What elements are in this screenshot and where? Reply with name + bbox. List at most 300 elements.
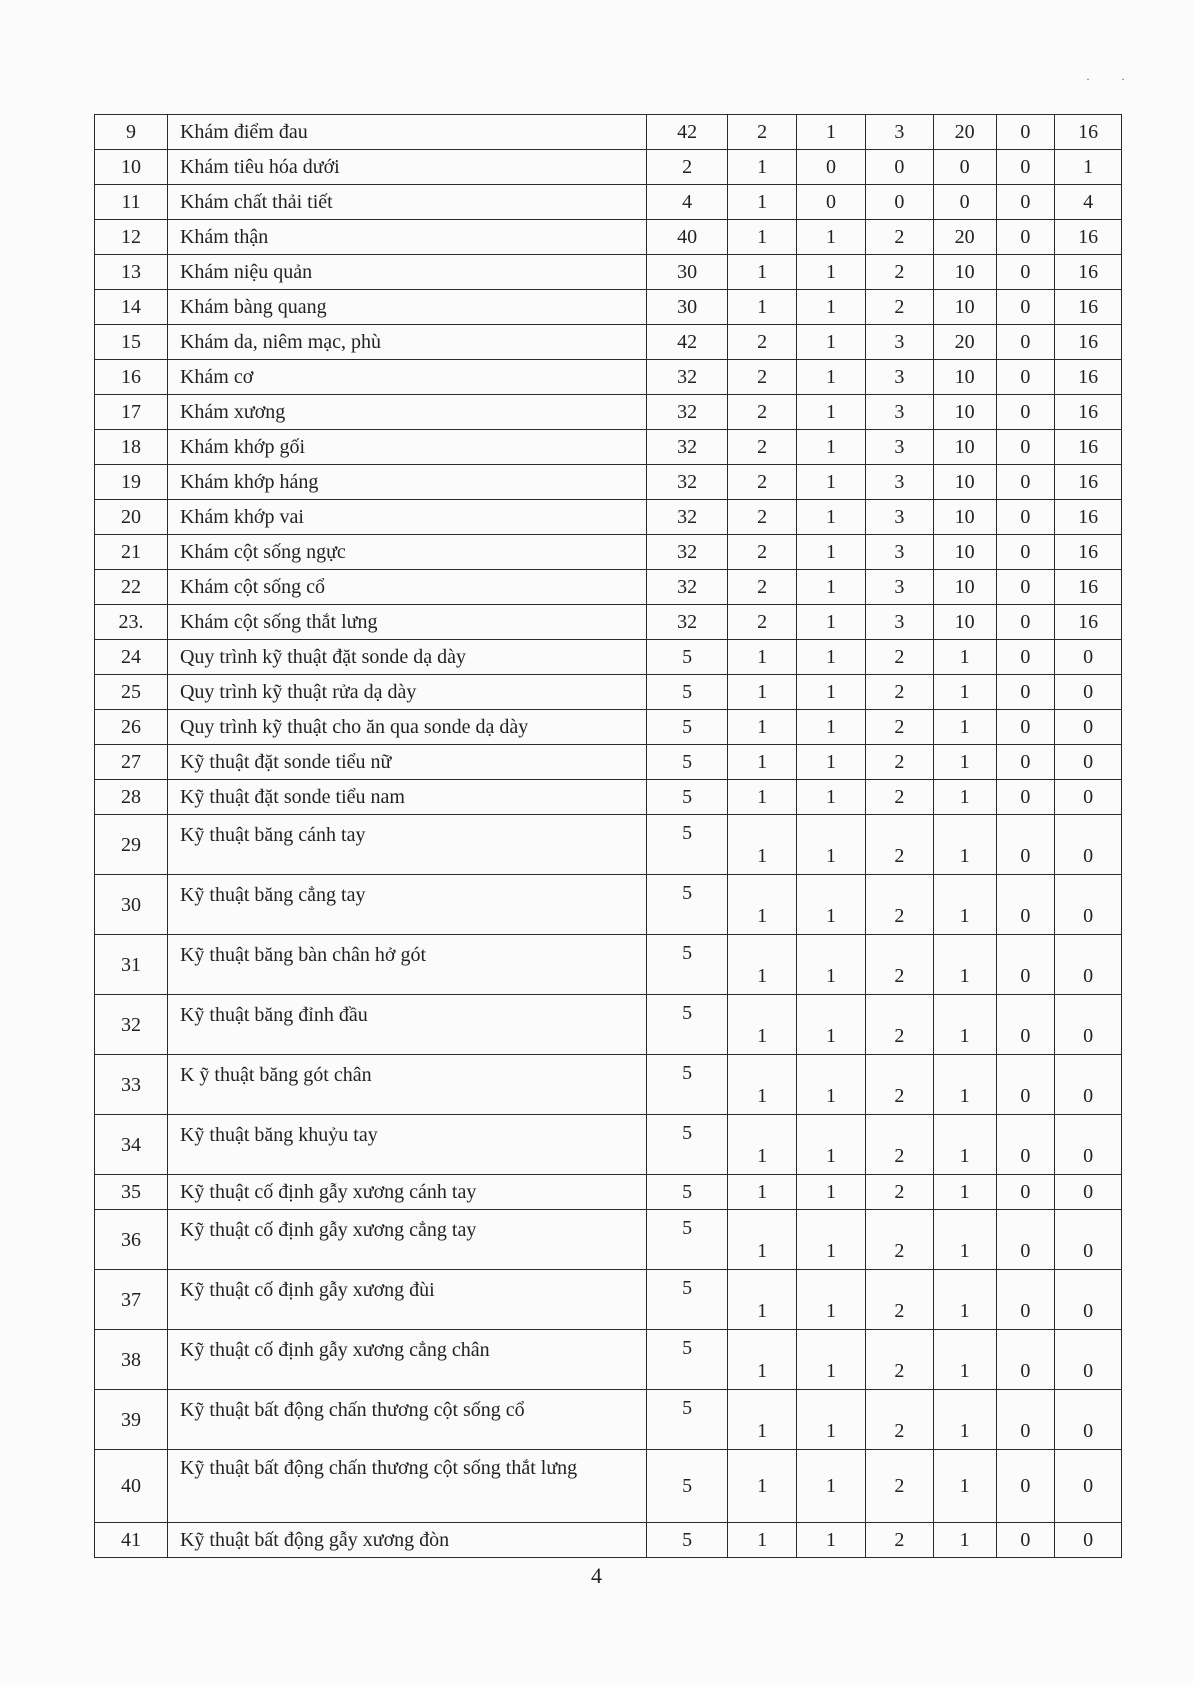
col2-value: 1: [797, 1175, 866, 1210]
total-value: 32: [647, 395, 728, 430]
col1-value: 1: [728, 710, 797, 745]
table-row: [95, 1210, 1122, 1270]
col2-value: 1: [797, 1270, 866, 1330]
procedure-name: K ỹ thuật băng gót chân: [167, 1055, 646, 1115]
row-number: 20: [95, 500, 168, 535]
col3-value: 2: [865, 935, 933, 995]
table-row: [95, 995, 1122, 1055]
col3-value: 2: [865, 780, 933, 815]
procedure-name: Kỹ thuật băng cánh tay: [167, 815, 646, 875]
procedure-name: Kỹ thuật đặt sonde tiểu nam: [167, 780, 646, 815]
col4-value: 1: [933, 875, 996, 935]
col2-value: 1: [797, 1523, 866, 1558]
row-number: 37: [95, 1270, 168, 1330]
row-number: 16: [95, 360, 168, 395]
col4-value: 1: [933, 935, 996, 995]
row-number: 17: [95, 395, 168, 430]
total-value: 5: [647, 1450, 728, 1523]
col3-value: 3: [865, 500, 933, 535]
col2-value: 1: [797, 255, 866, 290]
col6-value: 0: [1055, 1175, 1122, 1210]
table-row: [95, 255, 1122, 290]
col4-value: 1: [933, 1055, 996, 1115]
procedure-name: Kỹ thuật băng bàn chân hở gót: [167, 935, 646, 995]
col6-value: 16: [1055, 605, 1122, 640]
col1-value: 1: [728, 1523, 797, 1558]
col3-value: 2: [865, 1330, 933, 1390]
col4-value: 1: [933, 745, 996, 780]
total-value: 5: [647, 710, 728, 745]
procedure-name: Khám tiêu hóa dưới: [167, 150, 646, 185]
total-value: 5: [647, 1330, 728, 1390]
col5-value: 0: [996, 1523, 1055, 1558]
col6-value: 0: [1055, 875, 1122, 935]
col4-value: 1: [933, 1115, 996, 1175]
col2-value: 1: [797, 745, 866, 780]
total-value: 5: [647, 1210, 728, 1270]
col5-value: 0: [996, 360, 1055, 395]
row-number: 33: [95, 1055, 168, 1115]
col4-value: 1: [933, 1175, 996, 1210]
col3-value: 2: [865, 710, 933, 745]
total-value: 42: [647, 115, 728, 150]
col2-value: 1: [797, 605, 866, 640]
table-row: [95, 875, 1122, 935]
procedure-name: Khám cột sống cổ: [167, 570, 646, 605]
col1-value: 2: [728, 115, 797, 150]
total-value: 5: [647, 780, 728, 815]
col1-value: 1: [728, 1270, 797, 1330]
col5-value: 0: [996, 395, 1055, 430]
procedure-name: Quy trình kỹ thuật đặt sonde dạ dày: [167, 640, 646, 675]
table-row: [95, 360, 1122, 395]
col5-value: 0: [996, 220, 1055, 255]
col1-value: 1: [728, 220, 797, 255]
row-number: 18: [95, 430, 168, 465]
procedure-name: Kỹ thuật cố định gẫy xương cẳng chân: [167, 1330, 646, 1390]
col3-value: 3: [865, 430, 933, 465]
row-number: 38: [95, 1330, 168, 1390]
col6-value: 0: [1055, 995, 1122, 1055]
col5-value: 0: [996, 1450, 1055, 1523]
col2-value: 0: [797, 185, 866, 220]
table-row: [95, 1270, 1122, 1330]
col6-value: 16: [1055, 325, 1122, 360]
row-number: 27: [95, 745, 168, 780]
table-row: [95, 745, 1122, 780]
total-value: 32: [647, 500, 728, 535]
col6-value: 0: [1055, 935, 1122, 995]
table-row: [95, 395, 1122, 430]
procedure-name: Khám da, niêm mạc, phù: [167, 325, 646, 360]
col5-value: 0: [996, 290, 1055, 325]
col4-value: 1: [933, 640, 996, 675]
col3-value: 2: [865, 1450, 933, 1523]
col1-value: 1: [728, 150, 797, 185]
procedure-name: Kỹ thuật cố định gẫy xương cánh tay: [167, 1175, 646, 1210]
col3-value: 2: [865, 640, 933, 675]
col1-value: 2: [728, 535, 797, 570]
col2-value: 1: [797, 220, 866, 255]
col6-value: 16: [1055, 220, 1122, 255]
table-row: [95, 570, 1122, 605]
col1-value: 1: [728, 255, 797, 290]
col3-value: 3: [865, 115, 933, 150]
total-value: 32: [647, 465, 728, 500]
table-body: [95, 115, 1122, 1558]
procedure-name: Kỹ thuật băng đỉnh đầu: [167, 995, 646, 1055]
col1-value: 2: [728, 325, 797, 360]
col5-value: 0: [996, 745, 1055, 780]
col6-value: 16: [1055, 570, 1122, 605]
col5-value: 0: [996, 1210, 1055, 1270]
col1-value: 1: [728, 1115, 797, 1175]
total-value: 5: [647, 875, 728, 935]
col2-value: 1: [797, 325, 866, 360]
col3-value: 3: [865, 360, 933, 395]
col4-value: 20: [933, 325, 996, 360]
col6-value: 0: [1055, 1055, 1122, 1115]
procedure-name: Kỹ thuật đặt sonde tiểu nữ: [167, 745, 646, 780]
col1-value: 1: [728, 935, 797, 995]
col4-value: 10: [933, 255, 996, 290]
total-value: 30: [647, 290, 728, 325]
col2-value: 1: [797, 1330, 866, 1390]
total-value: 5: [647, 1390, 728, 1450]
col6-value: 16: [1055, 395, 1122, 430]
col4-value: 1: [933, 780, 996, 815]
total-value: 32: [647, 605, 728, 640]
table-row: [95, 605, 1122, 640]
row-number: 35: [95, 1175, 168, 1210]
col3-value: 2: [865, 1115, 933, 1175]
row-number: 9: [95, 115, 168, 150]
row-number: 41: [95, 1523, 168, 1558]
col1-value: 2: [728, 465, 797, 500]
col3-value: 2: [865, 1390, 933, 1450]
col3-value: 3: [865, 535, 933, 570]
col6-value: 0: [1055, 1523, 1122, 1558]
procedure-name: Khám cột sống thắt lưng: [167, 605, 646, 640]
col4-value: 1: [933, 710, 996, 745]
col3-value: 2: [865, 255, 933, 290]
total-value: 5: [647, 640, 728, 675]
col1-value: 1: [728, 290, 797, 325]
col1-value: 1: [728, 1330, 797, 1390]
total-value: 5: [647, 1523, 728, 1558]
col3-value: 2: [865, 220, 933, 255]
col5-value: 0: [996, 185, 1055, 220]
col4-value: 0: [933, 185, 996, 220]
col6-value: 0: [1055, 780, 1122, 815]
col4-value: 20: [933, 115, 996, 150]
col4-value: 0: [933, 150, 996, 185]
col4-value: 1: [933, 815, 996, 875]
procedure-name: Kỹ thuật băng cẳng tay: [167, 875, 646, 935]
col2-value: 1: [797, 115, 866, 150]
col4-value: 10: [933, 535, 996, 570]
procedure-name: Khám bàng quang: [167, 290, 646, 325]
total-value: 2: [647, 150, 728, 185]
col4-value: 10: [933, 360, 996, 395]
col4-value: 1: [933, 675, 996, 710]
col2-value: 1: [797, 710, 866, 745]
table-row: [95, 815, 1122, 875]
col5-value: 0: [996, 1055, 1055, 1115]
col6-value: 0: [1055, 1270, 1122, 1330]
col6-value: 4: [1055, 185, 1122, 220]
col5-value: 0: [996, 1115, 1055, 1175]
col3-value: 0: [865, 150, 933, 185]
col3-value: 3: [865, 325, 933, 360]
col4-value: 1: [933, 1523, 996, 1558]
col4-value: 10: [933, 395, 996, 430]
col4-value: 10: [933, 290, 996, 325]
col5-value: 0: [996, 815, 1055, 875]
total-value: 5: [647, 815, 728, 875]
table-row: [95, 1390, 1122, 1450]
col2-value: 1: [797, 500, 866, 535]
col2-value: 1: [797, 1115, 866, 1175]
col3-value: 2: [865, 995, 933, 1055]
col2-value: 1: [797, 815, 866, 875]
table-row: [95, 500, 1122, 535]
row-number: 34: [95, 1115, 168, 1175]
row-number: 31: [95, 935, 168, 995]
col5-value: 0: [996, 780, 1055, 815]
col2-value: 1: [797, 570, 866, 605]
total-value: 5: [647, 995, 728, 1055]
table-row: [95, 535, 1122, 570]
table-row: [95, 430, 1122, 465]
table-row: [95, 220, 1122, 255]
procedure-table: [94, 114, 1122, 1558]
total-value: 32: [647, 360, 728, 395]
col5-value: 0: [996, 570, 1055, 605]
col2-value: 1: [797, 675, 866, 710]
row-number: 32: [95, 995, 168, 1055]
col6-value: 16: [1055, 535, 1122, 570]
procedure-name: Quy trình kỹ thuật cho ăn qua sonde dạ dày: [167, 710, 646, 745]
procedure-name: Kỹ thuật bất động gẫy xương đòn: [167, 1523, 646, 1558]
col3-value: 0: [865, 185, 933, 220]
procedure-name: Quy trình kỹ thuật rửa dạ dày: [167, 675, 646, 710]
table-row: [95, 465, 1122, 500]
table-row: [95, 1055, 1122, 1115]
col2-value: 1: [797, 465, 866, 500]
col5-value: 0: [996, 500, 1055, 535]
row-number: 36: [95, 1210, 168, 1270]
col5-value: 0: [996, 875, 1055, 935]
procedure-name: Khám cột sống ngực: [167, 535, 646, 570]
col5-value: 0: [996, 640, 1055, 675]
col2-value: 1: [797, 640, 866, 675]
col5-value: 0: [996, 150, 1055, 185]
table-row: [95, 1115, 1122, 1175]
col3-value: 2: [865, 745, 933, 780]
procedure-name: Kỹ thuật băng khuỷu tay: [167, 1115, 646, 1175]
col1-value: 1: [728, 1210, 797, 1270]
row-number: 19: [95, 465, 168, 500]
table-row: [95, 640, 1122, 675]
col3-value: 2: [865, 875, 933, 935]
col2-value: 0: [797, 150, 866, 185]
col3-value: 2: [865, 1270, 933, 1330]
col6-value: 16: [1055, 430, 1122, 465]
row-number: 40: [95, 1450, 168, 1523]
row-number: 29: [95, 815, 168, 875]
col2-value: 1: [797, 1210, 866, 1270]
col6-value: 16: [1055, 360, 1122, 395]
table-row: [95, 675, 1122, 710]
col1-value: 1: [728, 875, 797, 935]
col3-value: 2: [865, 1210, 933, 1270]
total-value: 5: [647, 745, 728, 780]
col6-value: 0: [1055, 675, 1122, 710]
row-number: 10: [95, 150, 168, 185]
table-row: [95, 1450, 1122, 1523]
procedure-name: Kỹ thuật bất động chấn thương cột sống cổ: [167, 1390, 646, 1450]
total-value: 32: [647, 430, 728, 465]
col5-value: 0: [996, 1330, 1055, 1390]
col6-value: 0: [1055, 1115, 1122, 1175]
row-number: 24: [95, 640, 168, 675]
col2-value: 1: [797, 1450, 866, 1523]
col3-value: 3: [865, 570, 933, 605]
table-row: [95, 115, 1122, 150]
total-value: 32: [647, 535, 728, 570]
col1-value: 2: [728, 395, 797, 430]
col5-value: 0: [996, 430, 1055, 465]
total-value: 40: [647, 220, 728, 255]
col1-value: 2: [728, 500, 797, 535]
col5-value: 0: [996, 675, 1055, 710]
col1-value: 1: [728, 995, 797, 1055]
col1-value: 2: [728, 605, 797, 640]
table-row: [95, 290, 1122, 325]
table-row: [95, 150, 1122, 185]
col1-value: 1: [728, 1175, 797, 1210]
col2-value: 1: [797, 875, 866, 935]
row-number: 39: [95, 1390, 168, 1450]
col1-value: 1: [728, 815, 797, 875]
col5-value: 0: [996, 935, 1055, 995]
page-number: 4: [591, 1563, 602, 1588]
col4-value: 10: [933, 570, 996, 605]
row-number: 30: [95, 875, 168, 935]
col4-value: 1: [933, 1390, 996, 1450]
col4-value: 20: [933, 220, 996, 255]
total-value: 5: [647, 1115, 728, 1175]
col6-value: 0: [1055, 640, 1122, 675]
table-row: [95, 935, 1122, 995]
total-value: 30: [647, 255, 728, 290]
row-number: 13: [95, 255, 168, 290]
total-value: 42: [647, 325, 728, 360]
col6-value: 0: [1055, 815, 1122, 875]
table-row: [95, 185, 1122, 220]
col1-value: 2: [728, 360, 797, 395]
col6-value: 0: [1055, 745, 1122, 780]
col2-value: 1: [797, 290, 866, 325]
row-number: 28: [95, 780, 168, 815]
col1-value: 1: [728, 675, 797, 710]
col1-value: 1: [728, 640, 797, 675]
col1-value: 1: [728, 1390, 797, 1450]
col4-value: 10: [933, 500, 996, 535]
procedure-name: Khám niệu quản: [167, 255, 646, 290]
col6-value: 16: [1055, 465, 1122, 500]
col4-value: 10: [933, 605, 996, 640]
col4-value: 1: [933, 1330, 996, 1390]
col1-value: 2: [728, 430, 797, 465]
total-value: 4: [647, 185, 728, 220]
col3-value: 3: [865, 605, 933, 640]
procedure-name: Khám khớp vai: [167, 500, 646, 535]
procedure-name: Khám chất thải tiết: [167, 185, 646, 220]
col2-value: 1: [797, 535, 866, 570]
col2-value: 1: [797, 360, 866, 395]
col5-value: 0: [996, 325, 1055, 360]
col6-value: 0: [1055, 1390, 1122, 1450]
procedure-name: Kỹ thuật bất động chấn thương cột sống thắt lưng: [167, 1450, 646, 1523]
col5-value: 0: [996, 605, 1055, 640]
row-number: 15: [95, 325, 168, 360]
total-value: 5: [647, 675, 728, 710]
row-number: 25: [95, 675, 168, 710]
col3-value: 2: [865, 290, 933, 325]
col4-value: 1: [933, 1450, 996, 1523]
col5-value: 0: [996, 1390, 1055, 1450]
col3-value: 2: [865, 675, 933, 710]
col5-value: 0: [996, 115, 1055, 150]
row-number: 22: [95, 570, 168, 605]
row-number: 21: [95, 535, 168, 570]
col3-value: 2: [865, 1523, 933, 1558]
table-row: [95, 325, 1122, 360]
total-value: 5: [647, 1270, 728, 1330]
col4-value: 1: [933, 995, 996, 1055]
col3-value: 3: [865, 465, 933, 500]
procedure-name: Khám điểm đau: [167, 115, 646, 150]
procedure-name: Kỹ thuật cố định gẫy xương đùi: [167, 1270, 646, 1330]
row-number: 14: [95, 290, 168, 325]
row-number: 26: [95, 710, 168, 745]
table-row: [95, 1523, 1122, 1558]
row-number: 11: [95, 185, 168, 220]
table-row: [95, 710, 1122, 745]
col2-value: 1: [797, 430, 866, 465]
col1-value: 1: [728, 185, 797, 220]
col2-value: 1: [797, 780, 866, 815]
col5-value: 0: [996, 1270, 1055, 1330]
col6-value: 1: [1055, 150, 1122, 185]
col2-value: 1: [797, 995, 866, 1055]
col3-value: 2: [865, 815, 933, 875]
col6-value: 0: [1055, 710, 1122, 745]
col4-value: 10: [933, 465, 996, 500]
col6-value: 16: [1055, 115, 1122, 150]
col2-value: 1: [797, 935, 866, 995]
col5-value: 0: [996, 465, 1055, 500]
table-row: [95, 1175, 1122, 1210]
col3-value: 3: [865, 395, 933, 430]
col4-value: 1: [933, 1270, 996, 1330]
procedure-name: Khám thận: [167, 220, 646, 255]
col3-value: 2: [865, 1175, 933, 1210]
procedure-name: Khám khớp gối: [167, 430, 646, 465]
col5-value: 0: [996, 255, 1055, 290]
